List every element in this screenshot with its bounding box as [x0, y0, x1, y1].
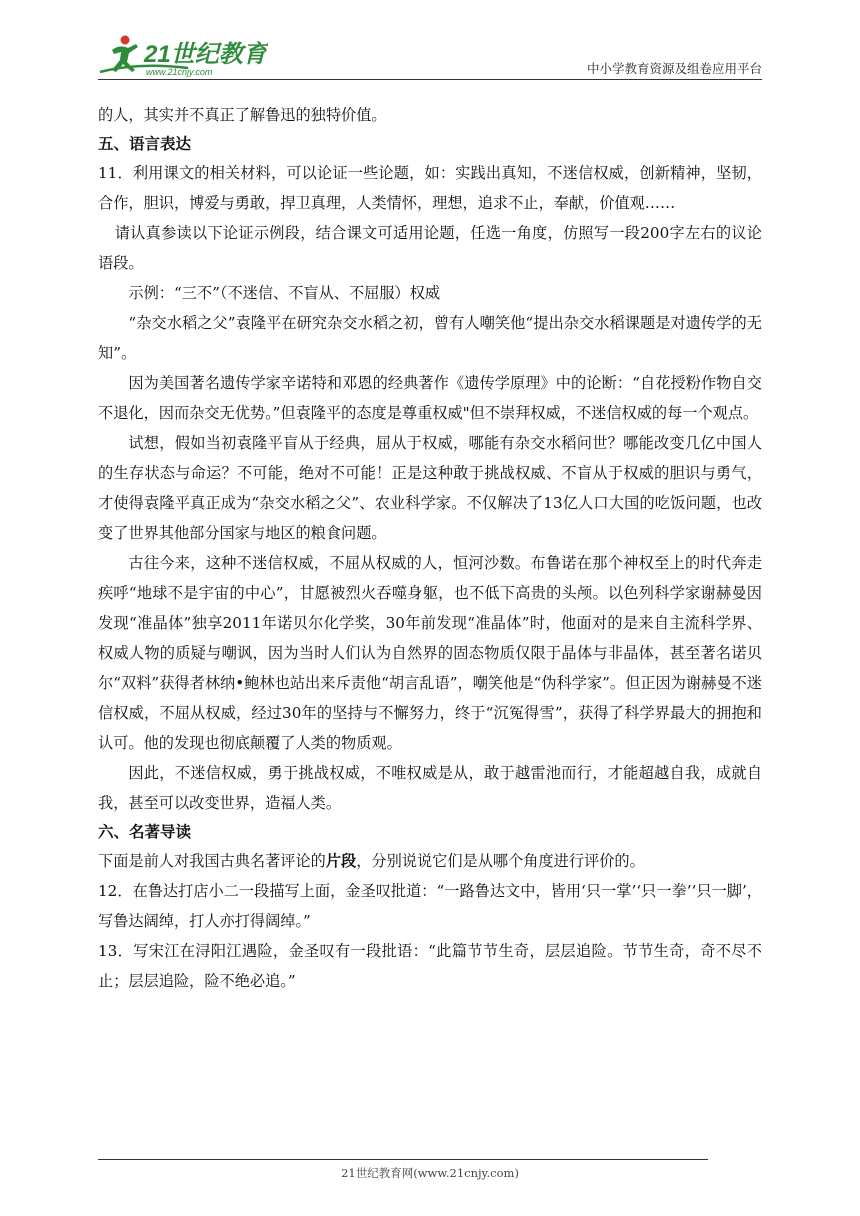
example-paragraph-2: 因为美国著名遗传学家辛诺特和邓恩的经典著作《遗传学原理》中的论断：“自花授粉作物自交不退化，因而杂交无优势。”但袁隆平的态度是尊重权威"但不崇拜权威，不迷信权威的每一个观点。 — [98, 374, 762, 422]
page-footer: 21世纪教育网(www.21cnjy.com) — [341, 1166, 519, 1180]
paragraph-continuation: 的人，其实并不真正了解鲁迅的独特价值。 — [98, 106, 387, 124]
example-paragraph-4: 古往今来，这种不迷信权威，不屈从权威的人，恒河沙数。布鲁诺在那个神权至上的时代奔走疾呼“地球不是宇宙的中心”，甘愿被烈火吞噬身躯，也不低下高贵的头颅。以色列科学家谢赫曼因发现“准晶体”独享2011年诺贝尔化学奖，30年前发现“准晶体”时，他面对的是来自主流科学界、权威人物的质疑与嘲讽，因为当时人们认为自然界的固态物质仅限于晶体与非晶体，甚至著名诺贝尔“双料”获得者林纳•鲍林也站出来斥责他“胡言乱语”，嘲笑他是“伪科学家”。但正因为谢赫曼不迷信权威，不屈从权威，经过30年的坚持与不懈努力，终于“沉冤得雪”，获得了科学界最大的拥抱和认可。他的发现也彻底颠覆了人类的物质观。 — [98, 554, 762, 752]
example-paragraph-5: 因此，不迷信权威，勇于挑战权威，不唯权威是从，敢于越雷池而行，才能超越自我，成就自我，甚至可以改变世界，造福人类。 — [98, 764, 762, 812]
example-paragraph-3: 试想，假如当初袁隆平盲从于经典，屈从于权威，哪能有杂交水稻问世？哪能改变几亿中国人的生存状态与命运？不可能，绝对不可能！正是这种敢于挑战权威、不盲从于权威的胆识与勇气，才使得袁隆平真正成为“杂交水稻之父”、农业科学家。不仅解决了13亿人口大国的吃饭问题，也改变了世界其他部分国家与地区的粮食问题。 — [98, 434, 762, 542]
header-divider — [98, 79, 762, 80]
section-6-intro — [98, 846, 762, 876]
question-11: 11．利用课文的相关材料，可以论证一些论题，如：实践出真知，不迷信权威，创新精神，坚韧，合作，胆识，博爱与勇敢，捍卫真理，人类情怀，理想，追求不止，奉献，价值观…… — [98, 164, 762, 212]
footer-divider — [98, 1159, 708, 1160]
page-header — [98, 28, 762, 80]
example-paragraph-1: “杂交水稻之父”袁隆平在研究杂交水稻之初，曾有人嘲笑他“提出杂交水稻课题是对遗传学的无知”。 — [98, 314, 762, 362]
logo-url: www.21cnjy.com — [146, 67, 213, 77]
question-13: 13．写宋江在浔阳江遇险，金圣叹有一段批语：“此篇节节生奇，层层追险。节节生奇，奇不尽不止；层层追险，险不绝必追。” — [98, 942, 762, 990]
site-logo — [98, 32, 268, 78]
document-body — [98, 100, 762, 996]
intro-text-bold: 片段 — [325, 852, 357, 870]
section-heading-6: 六、名著导读 — [98, 823, 192, 841]
example-title: 示例：“三不”（不迷信、不盲从、不屈服）权威 — [128, 284, 441, 302]
intro-text-b: ，分别说说它们是从哪个角度进行评价的。 — [356, 852, 645, 870]
logo-text: 21世纪教育 — [144, 41, 267, 68]
section-heading-5: 五、语言表达 — [98, 135, 192, 153]
question-12: 12．在鲁达打店小二一段描写上面，金圣叹批道：“一路鲁达文中，皆用‘只一掌’‘只一拳’‘只一脚’，写鲁达阔绰，打人亦打得阔绰。” — [98, 882, 762, 930]
instruction-paragraph: 请认真参读以下论证示例段，结合课文可适用论题，任选一角度，仿照写一段200字左右的议论语段。 — [98, 224, 762, 272]
runner-logo-icon — [98, 32, 268, 78]
intro-text-a: 下面是前人对我国古典名著评论的 — [98, 852, 326, 870]
platform-name: 中小学教育资源及组卷应用平台 — [586, 61, 762, 76]
